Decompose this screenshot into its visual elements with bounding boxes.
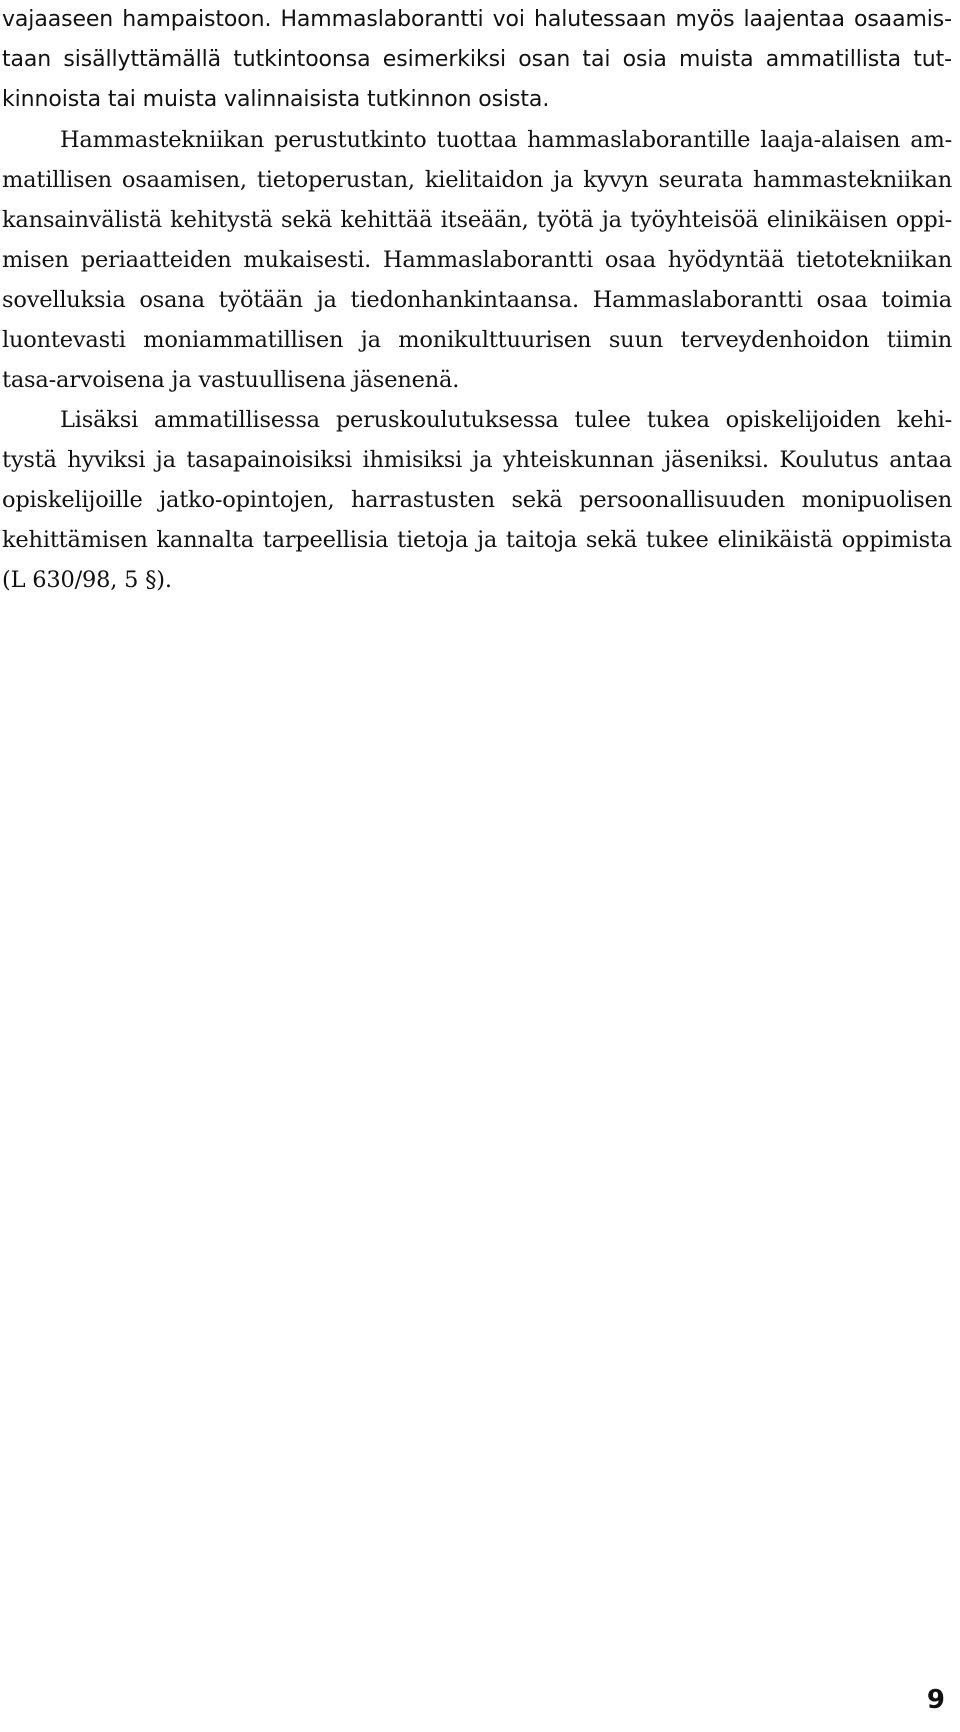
paragraph-2-line-1: Hammastekniikan perustutkinto tuottaa hammaslaborantille laaja-alaisen am-: [60, 127, 952, 153]
paragraph-3-line-5: (L 630/98, 5 §).: [2, 567, 172, 593]
paragraph-2-line-5: sovelluksia osana työtään ja tiedonhankintaansa. Hammaslaborantti osaa toimia: [2, 287, 952, 313]
paragraph-1-line-3: kinnoista tai muista valinnaisista tutkinnon osista.: [2, 87, 550, 112]
paragraph-1-line-2: taan sisällyttämällä tutkintoonsa esimerkiksi osan tai osia muista ammatillista tut-: [2, 47, 952, 72]
paragraph-3-line-4: kehittämisen kannalta tarpeellisia tietoja ja taitoja sekä tukee elinikäistä oppimista: [2, 527, 952, 553]
paragraph-2-line-6: luontevasti moniammatillisen ja monikulttuurisen suun terveydenhoidon tiimin: [2, 327, 952, 353]
paragraph-2-line-2: matillisen osaamisen, tietoperustan, kielitaidon ja kyvyn seurata hammastekniikan: [2, 167, 952, 193]
paragraph-3-line-3: opiskelijoille jatko-opintojen, harrastusten sekä persoonallisuuden monipuolisen: [2, 487, 952, 513]
paragraph-2-line-7: tasa-arvoisena ja vastuullisena jäsenenä.: [2, 367, 460, 393]
paragraph-1-line-1: vajaaseen hampaistoon. Hammaslaborantti voi halutessaan myös laajentaa osaamis-: [2, 7, 952, 32]
page-number: 9: [926, 1685, 945, 1715]
paragraph-2-line-3: kansainvälistä kehitystä sekä kehittää itseään, työtä ja työyhteisöä elinikäisen oppi-: [2, 207, 952, 233]
paragraph-3-line-2: tystä hyviksi ja tasapainoisiksi ihmisiksi ja yhteiskunnan jäseniksi. Koulutus antaa: [2, 447, 952, 473]
paragraph-3-line-1: Lisäksi ammatillisessa peruskoulutuksessa tulee tukea opiskelijoiden kehi-: [60, 407, 952, 433]
paragraph-2-line-4: misen periaatteiden mukaisesti. Hammaslaborantti osaa hyödyntää tietotekniikan: [2, 247, 952, 273]
